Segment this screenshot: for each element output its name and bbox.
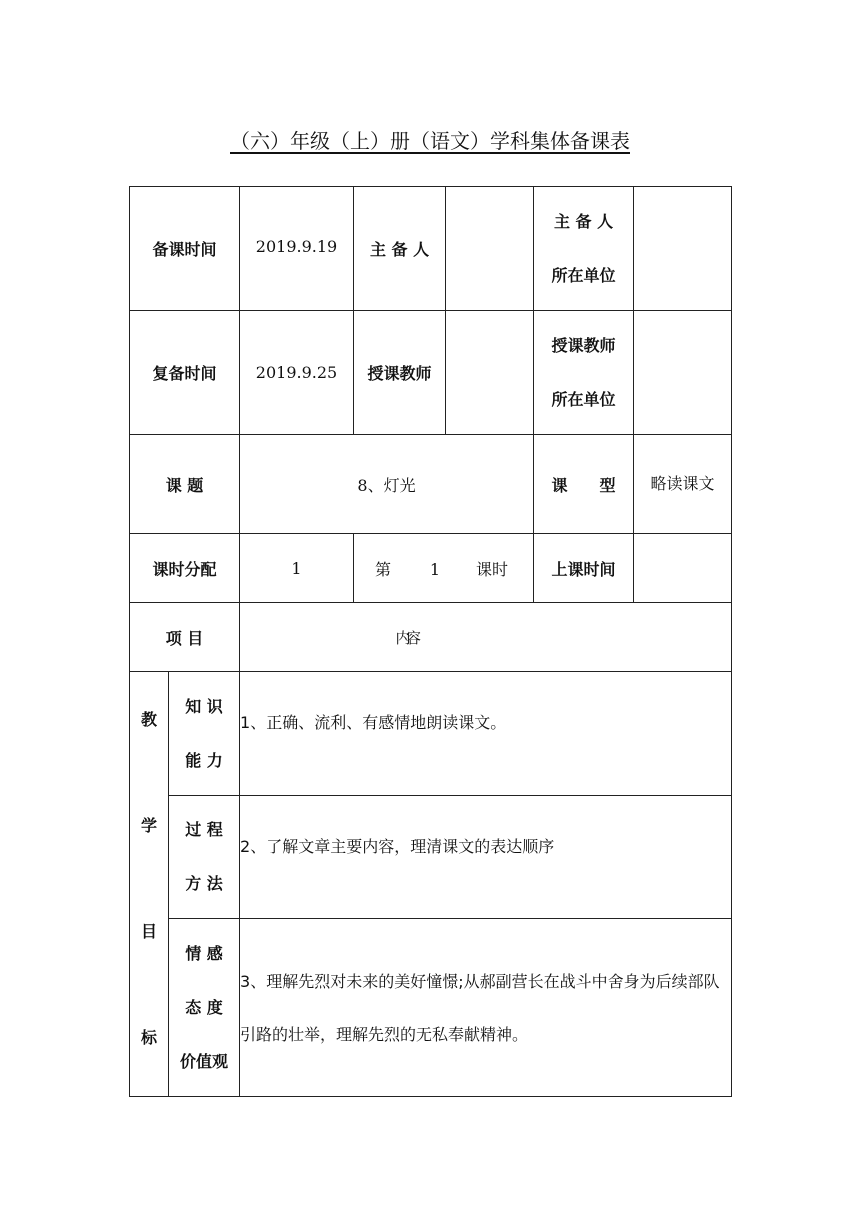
period-suffix: 课时 bbox=[476, 559, 509, 579]
row-prep-time bbox=[130, 187, 732, 311]
review-time-value[interactable]: 2019.9.25 bbox=[240, 311, 354, 435]
group-char-2: 学 bbox=[140, 816, 157, 835]
process-label-line1: 过 程 bbox=[185, 820, 223, 839]
process-label bbox=[169, 796, 240, 919]
prep-time-label: 备课时间 bbox=[130, 187, 240, 311]
row-review-time bbox=[130, 311, 732, 435]
period-prefix: 第 bbox=[375, 559, 392, 579]
teacher-label: 授课教师 bbox=[354, 311, 446, 435]
item-label: 项 目 bbox=[130, 603, 240, 672]
lesson-plan-table bbox=[129, 186, 732, 1097]
row-hours bbox=[130, 534, 732, 603]
content-label-1: 内 bbox=[395, 628, 411, 647]
teacher-value[interactable] bbox=[446, 311, 534, 435]
row-topic bbox=[130, 435, 732, 534]
attitude-label-line3: 价值观 bbox=[180, 1051, 229, 1071]
row-objective-knowledge bbox=[130, 672, 732, 796]
process-text[interactable]: 2、了解文章主要内容，理清课文的表达顺序 bbox=[240, 796, 732, 919]
row-header bbox=[130, 603, 732, 672]
objectives-group-label bbox=[130, 672, 169, 1097]
attitude-label-line2: 态 度 bbox=[185, 997, 223, 1017]
page-title-text: （六）年级（上）册（语文）学科集体备课表 bbox=[230, 129, 630, 153]
row-objective-attitude bbox=[130, 919, 732, 1097]
teacher-unit-label-line2: 所在单位 bbox=[551, 389, 616, 409]
knowledge-label-line1: 知 识 bbox=[185, 696, 223, 716]
class-time-value[interactable] bbox=[634, 534, 732, 603]
hours-value[interactable]: 1 bbox=[240, 534, 354, 603]
main-preparer-label: 主 备 人 bbox=[354, 187, 446, 311]
main-unit-label bbox=[534, 187, 634, 311]
main-preparer-value[interactable] bbox=[446, 187, 534, 311]
review-time-label: 复备时间 bbox=[130, 311, 240, 435]
process-label-line2: 方 法 bbox=[185, 874, 223, 893]
main-unit-value[interactable] bbox=[634, 187, 732, 311]
group-char-4: 标 bbox=[140, 1028, 157, 1047]
knowledge-text[interactable]: 1、正确、流利、有感情地朗读课文。 bbox=[240, 672, 732, 796]
topic-label: 课 题 bbox=[130, 435, 240, 534]
knowledge-label-line2: 能 力 bbox=[185, 750, 223, 770]
page-title bbox=[0, 126, 860, 156]
attitude-label bbox=[169, 919, 240, 1097]
attitude-label-line1: 情 感 bbox=[185, 943, 223, 963]
content-header: 内容 bbox=[240, 603, 732, 672]
teacher-unit-value[interactable] bbox=[634, 311, 732, 435]
period-cell bbox=[354, 534, 534, 603]
main-unit-label-line2: 所在单位 bbox=[551, 265, 616, 285]
attitude-text[interactable]: 3、理解先烈对未来的美好憧憬;从郝副营长在战斗中舍身为后续部队引路的壮举，理解先烈的无私奉献精神。 bbox=[240, 919, 732, 1097]
main-unit-label-line1: 主 备 人 bbox=[553, 211, 614, 231]
teacher-unit-label bbox=[534, 311, 634, 435]
hours-label: 课时分配 bbox=[130, 534, 240, 603]
group-char-1: 教 bbox=[140, 710, 157, 729]
knowledge-label bbox=[169, 672, 240, 796]
group-char-3: 目 bbox=[140, 922, 157, 941]
prep-time-value[interactable]: 2019.9.19 bbox=[240, 187, 354, 311]
topic-value[interactable]: 8、灯光 bbox=[240, 435, 534, 534]
type-value[interactable]: 略读课文 bbox=[634, 435, 732, 534]
teacher-unit-label-line1: 授课教师 bbox=[551, 335, 616, 355]
period-number[interactable]: 1 bbox=[429, 559, 441, 579]
type-label: 课 型 bbox=[534, 435, 634, 534]
row-objective-process bbox=[130, 796, 732, 919]
class-time-label: 上课时间 bbox=[534, 534, 634, 603]
